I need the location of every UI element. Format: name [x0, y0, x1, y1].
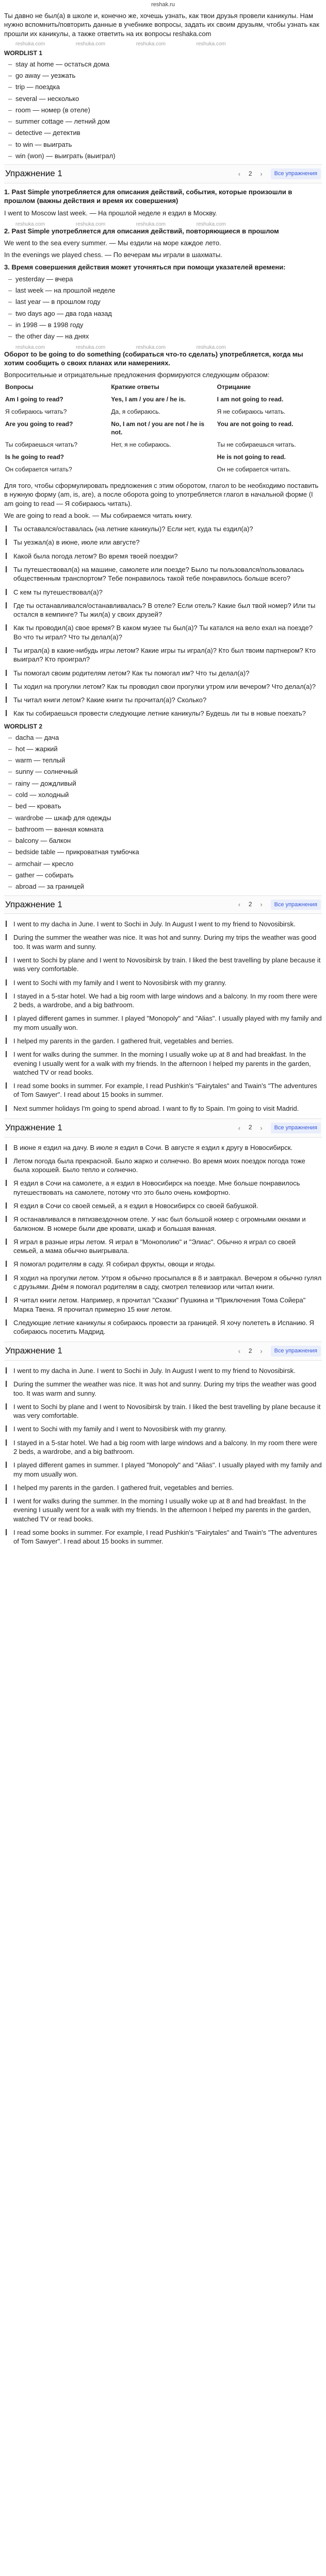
table-cell: I am not going to read.: [217, 396, 284, 403]
time-marker-item: – last week — на прошлой неделе: [8, 286, 322, 295]
watermark: reshuka.com: [136, 344, 166, 350]
word-item: – bed — кровать: [8, 802, 322, 810]
grammar-rule-2: 2. Past Simple употребляется для описания действий, повторяющиеся в прошлом: [4, 227, 279, 235]
watermark: reshuka.com: [196, 221, 226, 227]
word-item: – gather — собирать: [8, 871, 322, 879]
grammar-table: [4, 382, 322, 477]
table-cell: You are not going to read.: [217, 420, 294, 428]
answer-item: I went to my dacha in June. I went to Sochi in July. In August I went to my friend to Novosibirsk.: [4, 1365, 322, 1377]
word-item: – summer cottage — летний дом: [8, 117, 322, 126]
grammar-rule-3: 3. Время совершения действия может уточняться при помощи указателей времени:: [4, 263, 286, 271]
wordlist2: [4, 733, 322, 891]
chevron-right-icon[interactable]: ›: [260, 1124, 263, 1132]
intro-text: Ты давно не был(а) в школе и, конечно же, хочешь узнать, как твои друзья провели каникулы. Нам нужно вспомнить/повторить данные в учебнике вопросы, задать их своим друзьям, чтобы узнать как прошли их каникулы, а также ответить на их вопросы reshaka.com: [4, 12, 319, 38]
page-number: 2: [248, 900, 252, 908]
word-item: – rainy — дождливый: [8, 779, 322, 788]
answer-item: В июне я ездил на дачу. В июле я ездил в Сочи. В августе я ездил к другу в Новосибирск.: [4, 1142, 322, 1154]
table-cell: Нет, я не собираюсь.: [111, 441, 171, 449]
answer-item: I played different games in summer. I played "Monopoly" and "Alias". I usually played with my family and my mom usually won.: [4, 1012, 322, 1033]
time-markers: [4, 275, 322, 341]
question-item: Какой была погода летом? Во время твоей поездки?: [4, 550, 322, 562]
answer-item: I went to my dacha in June. I went to Sochi in July. In August I went to my friend to Novosibirsk.: [4, 918, 322, 930]
question-item: Ты путешествовал(а) на машине, самолете или поезде? Было ты пользовался/пользовалась общественным транспортом? Тебе понравилось такой тебе понравилось больше всего?: [4, 564, 322, 585]
question-item: Как ты собираешься провести следующие летние каникулы? Будешь ли ты в новые поехать?: [4, 707, 322, 719]
answer-item: During the summer the weather was nice. It was hot and sunny. During my trips the weather was good too. It was warm and sunny.: [4, 1378, 322, 1399]
question-item: Ты ходил на прогулки летом? Как ты проводил свои прогулки утром или вечером? Что делал(а)?: [4, 681, 322, 692]
grammar-note-example: We are going to read a book. — Мы собираемся читать книгу.: [4, 511, 192, 519]
table-cell: Are you going to read?: [5, 420, 73, 428]
watermark: reshuka.com: [15, 41, 45, 46]
watermark: reshuka.com: [136, 41, 166, 46]
watermark-row: [4, 221, 322, 227]
exercise-title: Упражнение 1: [5, 1346, 62, 1356]
table-cell: Он не собирается читать.: [217, 466, 291, 473]
table-cell: Я собираюсь читать?: [5, 408, 67, 416]
table-cell: Ты собираешься читать?: [5, 441, 78, 449]
table-row: [4, 419, 322, 440]
answer-item: I helped my parents in the garden. I gathered fruit, vegetables and berries.: [4, 1482, 322, 1494]
word-item: – balcony — балкон: [8, 836, 322, 845]
site-header: [0, 0, 326, 9]
answer-item: Next summer holidays I'm going to spend abroad. I want to fly to Spain. I'm going to visit Madrid.: [4, 1103, 322, 1114]
answers-list-ru: [4, 1142, 322, 1338]
table-header-row: [4, 382, 322, 395]
exercise-controls: [235, 168, 321, 179]
answer-item: Я помогал родителям в саду. Я собирал фрукты, овощи и ягоды.: [4, 1258, 322, 1270]
all-exercises-button[interactable]: Все упражнения: [271, 900, 321, 910]
grammar-rule-1: 1. Past Simple употребляется для описания действий, события, которые произошли в прошлом (важны действия и время их совершения): [4, 188, 292, 205]
watermark: reshuka.com: [136, 221, 166, 227]
table-row: [4, 452, 322, 465]
word-item: – room — номер (в отеле): [8, 106, 322, 114]
answer-item: I went to Sochi by plane and I went to Novosibirsk by train. I liked the best travelling by plane because it was very comfortable.: [4, 954, 322, 975]
chevron-left-icon[interactable]: ‹: [238, 170, 241, 178]
answer-item: I went to Sochi by plane and I went to Novosibirsk by train. I liked the best travelling by plane because it was very comfortable.: [4, 1401, 322, 1422]
answer-item: I went to Sochi with my family and I went to Novosibirsk with my granny.: [4, 1423, 322, 1435]
grammar-example: I went to Moscow last week. — На прошлой неделе я ездил в Москву.: [4, 209, 217, 217]
table-header: Отрицание: [217, 383, 251, 391]
table-cell: He is not going to read.: [217, 453, 286, 461]
table-cell: No, I am not / you are not / he is not.: [111, 420, 205, 436]
exercise-controls: [235, 900, 321, 910]
answer-item: Я читал книги летом. Например, я прочитал "Сказки" Пушкина и "Приключения Тома Сойера" Марка Твена. Я прочитал примерно 15 книг летом.: [4, 1294, 322, 1315]
question-item: С кем ты путешествовал(а)?: [4, 586, 322, 598]
word-item: – cold — холодный: [8, 790, 322, 799]
word-item: – hot — жаркий: [8, 744, 322, 753]
word-item: – to win — выиграть: [8, 140, 322, 149]
watermark: reshuka.com: [75, 41, 106, 46]
question-item: Ты играл(а) в какие-нибудь игры летом? Какие игры ты играл(а)? Кто был твоим партнером? Кто выиграл? Кто проиграл?: [4, 645, 322, 666]
time-marker-item: – in 1998 — в 1998 году: [8, 320, 322, 329]
answer-item: I read some books in summer. For example, I read Pushkin's "Fairytales" and Twain's "The adventures of Tom Sawyer". I read about 15 books in summer.: [4, 1080, 322, 1101]
question-item: Как ты проводил(а) свое время? В каком музее ты был(а)? Ты катался на вело ехал на поезде? Во что ты играл? Что ты делал(а)?: [4, 622, 322, 643]
answer-item: Я останавливался в пятизвездочном отеле. У нас был большой номер с огромными окнами и балконом. В номере были две кровати, шкаф и большая ванная.: [4, 1213, 322, 1234]
table-cell: Да, я собираюсь.: [111, 408, 160, 416]
question-item: Ты уезжал(а) в июне, июле или августе?: [4, 536, 322, 548]
watermark: reshuka.com: [196, 344, 226, 350]
answers-list-en: [4, 918, 322, 1114]
watermark: reshuka.com: [75, 344, 106, 350]
answer-item: I read some books in summer. For example, I read Pushkin's "Fairytales" and Twain's "The adventures of Tom Sawyer". I read about 15 books in summer.: [4, 1527, 322, 1548]
word-item: – go away — уезжать: [8, 71, 322, 80]
watermark: reshuka.com: [75, 221, 106, 227]
word-item: – warm — теплый: [8, 756, 322, 765]
chevron-right-icon[interactable]: ›: [260, 170, 263, 178]
word-item: – win (won) — выиграть (выиграл): [8, 151, 322, 160]
page-number: 2: [248, 170, 252, 177]
question-item: Ты оставался/оставалась (на летние каникулы)? Если нет, куда ты ездил(а)?: [4, 523, 322, 535]
word-item: – bathroom — ванная комната: [8, 825, 322, 834]
exercise-bar-4: [4, 1342, 322, 1361]
answer-item: Я играл в разные игры летом. Я играл в "Монополию" и "Элиас". Обычно я играл со своей семьей, а мама обычно выигрывала.: [4, 1236, 322, 1257]
table-row: [4, 465, 322, 477]
exercise-title: Упражнение 1: [5, 1122, 62, 1132]
exercise-bar-1: [4, 164, 322, 183]
grammar-section: [4, 188, 322, 520]
site-domain[interactable]: reshak.ru: [151, 1, 175, 8]
word-item: – wardrobe — шкаф для одежды: [8, 814, 322, 822]
time-marker-item: – two days ago — два года назад: [8, 309, 322, 318]
table-cell: [110, 452, 216, 465]
chevron-left-icon[interactable]: ‹: [238, 1124, 241, 1132]
question-item: Ты читал книги летом? Какие книги ты прочитал(а)? Сколько?: [4, 694, 322, 706]
word-item: – dacha — дача: [8, 733, 322, 742]
answer-item: I stayed in a 5-star hotel. We had a big room with large windows and a balcony. In my room there were 2 beds, a wardrobe, and a big bathroom.: [4, 990, 322, 1011]
table-cell: Он собирается читать?: [5, 466, 72, 473]
exercise-title: Упражнение 1: [5, 168, 62, 179]
exercise-bar-2: [4, 895, 322, 914]
table-cell: Я не собираюсь читать.: [217, 408, 286, 416]
exercise-controls: [235, 1346, 321, 1357]
table-cell: Ты не собираешься читать.: [217, 441, 296, 449]
exercise-title: Упражнение 1: [5, 899, 62, 909]
answer-item: I went for walks during the summer. In the morning I usually woke up at 8 and had breakfast. In the evening I usually went for a walk with my friends. In the afternoon I helped my parents in the garden, watched TV or read books.: [4, 1495, 322, 1525]
answer-item: I helped my parents in the garden. I gathered fruit, vegetables and berries.: [4, 1035, 322, 1047]
answer-item: Я ездил в Сочи со своей семьей, а я ездил в Новосибирск со своей бабушкой.: [4, 1200, 322, 1212]
grammar-example: In the evenings we played chess. — По вечерам мы играли в шахматы.: [4, 251, 222, 259]
page-number: 2: [248, 1124, 252, 1131]
word-item: – sunny — солнечный: [8, 767, 322, 776]
chevron-left-icon[interactable]: ‹: [238, 901, 241, 909]
questions-list-ru: [4, 523, 322, 720]
watermark-row: [4, 40, 322, 46]
question-item: Ты помогал своим родителям летом? Как ты помогал им? Что ты делал(а)?: [4, 667, 322, 679]
chevron-left-icon[interactable]: ‹: [238, 1347, 241, 1355]
answer-item: I went for walks during the summer. In the morning I usually woke up at 8 and had breakfast. In the evening I usually went for a walk with my friends. In the afternoon I helped my parents in the garden, watched TV or read books.: [4, 1048, 322, 1078]
answer-item: Я ходил на прогулки летом. Утром я обычно просыпался в 8 и завтракал. Вечером я обычно гулял с друзьями. Днём я помогал родителям в саду, смотрел телевизор или читал книги.: [4, 1272, 322, 1293]
table-row: [4, 407, 322, 419]
word-item: – abroad — за границей: [8, 882, 322, 891]
time-marker-item: – yesterday — вчера: [8, 275, 322, 283]
all-exercises-button[interactable]: Все упражнения: [271, 1346, 321, 1357]
watermark: reshuka.com: [15, 221, 45, 227]
answer-item: I played different games in summer. I played "Monopoly" and "Alias". I usually played with my family and my mom usually won.: [4, 1459, 322, 1480]
table-cell: Am I going to read?: [5, 396, 63, 403]
word-item: – stay at home — остаться дома: [8, 60, 322, 69]
all-exercises-button[interactable]: Все упражнения: [271, 1123, 321, 1133]
table-header: Вопросы: [5, 383, 34, 391]
all-exercises-button[interactable]: Все упражнения: [271, 168, 321, 179]
exercise-controls: [235, 1123, 321, 1133]
exercise-bar-3: [4, 1118, 322, 1138]
question-item: Где ты останавливался/останавливалась? В отеле? Если отель? Какие был твой номер? Или ты остался в кемпинге? Ты жил(а) у своих друзей?: [4, 600, 322, 621]
table-row: [4, 395, 322, 407]
word-item: – bedside table — прикроватная тумбочка: [8, 848, 322, 856]
grammar-example: We went to the sea every summer. — Мы ездили на море каждое лето.: [4, 239, 221, 247]
answer-item: Я ездил в Сочи на самолете, а я ездил в Новосибирск на поезде. Мне больше понравилось путешествовать на самолете, потому что это было очень комфортно.: [4, 1177, 322, 1198]
grammar-questions: Вопросительные и отрицательные предложения формируются следующим образом:: [4, 371, 270, 379]
table-header: Краткие ответы: [111, 383, 159, 391]
wordlist1-title: WORDLIST 1: [4, 49, 42, 57]
answer-item: Следующие летние каникулы я собираюсь провести за границей. Я хочу полететь в Испанию. Я собираюсь посетить Мадрид.: [4, 1317, 322, 1338]
watermark: reshuka.com: [15, 344, 45, 350]
page-number: 2: [248, 1347, 252, 1354]
chevron-right-icon[interactable]: ›: [260, 901, 263, 909]
table-cell: Yes, I am / you are / he is.: [111, 396, 186, 403]
content: [0, 9, 326, 1547]
table-cell: [110, 465, 216, 477]
watermark-row: [4, 344, 322, 350]
answers-list-en-2: [4, 1365, 322, 1548]
time-marker-item: – the other day — на днях: [8, 332, 322, 341]
grammar-going-to: Оборот to be going to do something (собираться что-то сделать) употребляется, когда мы хотим сообщить о своих планах или намерениях.: [4, 350, 303, 367]
wordlist2-title: WORDLIST 2: [4, 722, 42, 730]
table-cell: Is he going to read?: [5, 453, 64, 461]
watermark: reshuka.com: [196, 41, 226, 46]
wordlist1: [4, 60, 322, 161]
word-item: – several — несколько: [8, 94, 322, 103]
table-row: [4, 440, 322, 452]
answer-item: Летом погода была прекрасной. Было жарко и солнечно. Во время моих поездок погода тоже была хорошей. Было тепло и солнечно.: [4, 1155, 322, 1176]
grammar-note: Для того, чтобы сформулировать предложения с этим оборотом, глагол to be необходимо поставить в нужную форму (am, is, are), а после оборота going to употребляется глагол в начальной форме (I am going to read — Я собираюсь читать).: [4, 482, 319, 507]
word-item: – trip — поездка: [8, 82, 322, 91]
time-marker-item: – last year — в прошлом году: [8, 297, 322, 306]
answer-item: I went to Sochi with my family and I went to Novosibirsk with my granny.: [4, 977, 322, 989]
word-item: – armchair — кресло: [8, 859, 322, 868]
word-item: – detective — детектив: [8, 128, 322, 137]
answer-item: I stayed in a 5-star hotel. We had a big room with large windows and a balcony. In my room there were 2 beds, a wardrobe, and a big bathroom.: [4, 1437, 322, 1458]
chevron-right-icon[interactable]: ›: [260, 1347, 263, 1355]
answer-item: During the summer the weather was nice. It was hot and sunny. During my trips the weather was good too. It was warm and sunny.: [4, 931, 322, 953]
